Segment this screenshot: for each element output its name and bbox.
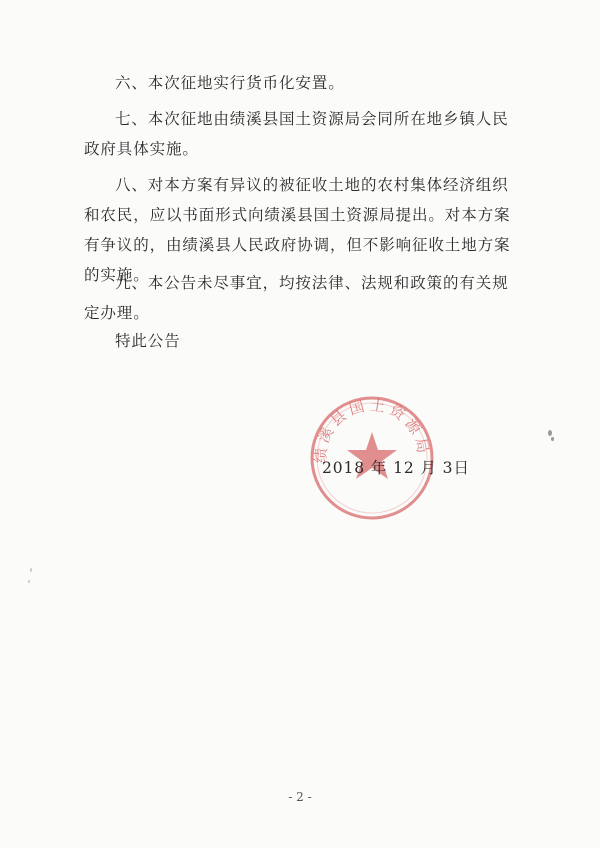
scan-speck [28, 580, 30, 583]
paragraph-6: 六、本次征地实行货币化安置。 [115, 74, 345, 92]
scan-speck [551, 437, 554, 441]
paragraph-9: 九、本公告未尽事宜，均按法律、法规和政策的有关规定办理。 [84, 274, 509, 322]
seal-text: 绩溪县国土资源局 [311, 395, 433, 464]
issue-date: 2018 年 12 月 3日 [322, 459, 470, 477]
page-number: - 2 - [288, 790, 312, 804]
scan-speck [30, 568, 32, 572]
closing-remark: 特此公告 [115, 332, 181, 350]
paragraph-7: 七、本次征地由绩溪县国土资源局会同所在地乡镇人民政府具体实施。 [84, 110, 509, 158]
paragraph-8: 八、对本方案有异议的被征收土地的农村集体经济组织和农民，应以书面形式向绩溪县国土资源局提出。对本方案有争议的，由绩溪县人民政府协调，但不影响征收土地方案的实施。 [84, 176, 511, 284]
scan-speck [548, 430, 552, 436]
